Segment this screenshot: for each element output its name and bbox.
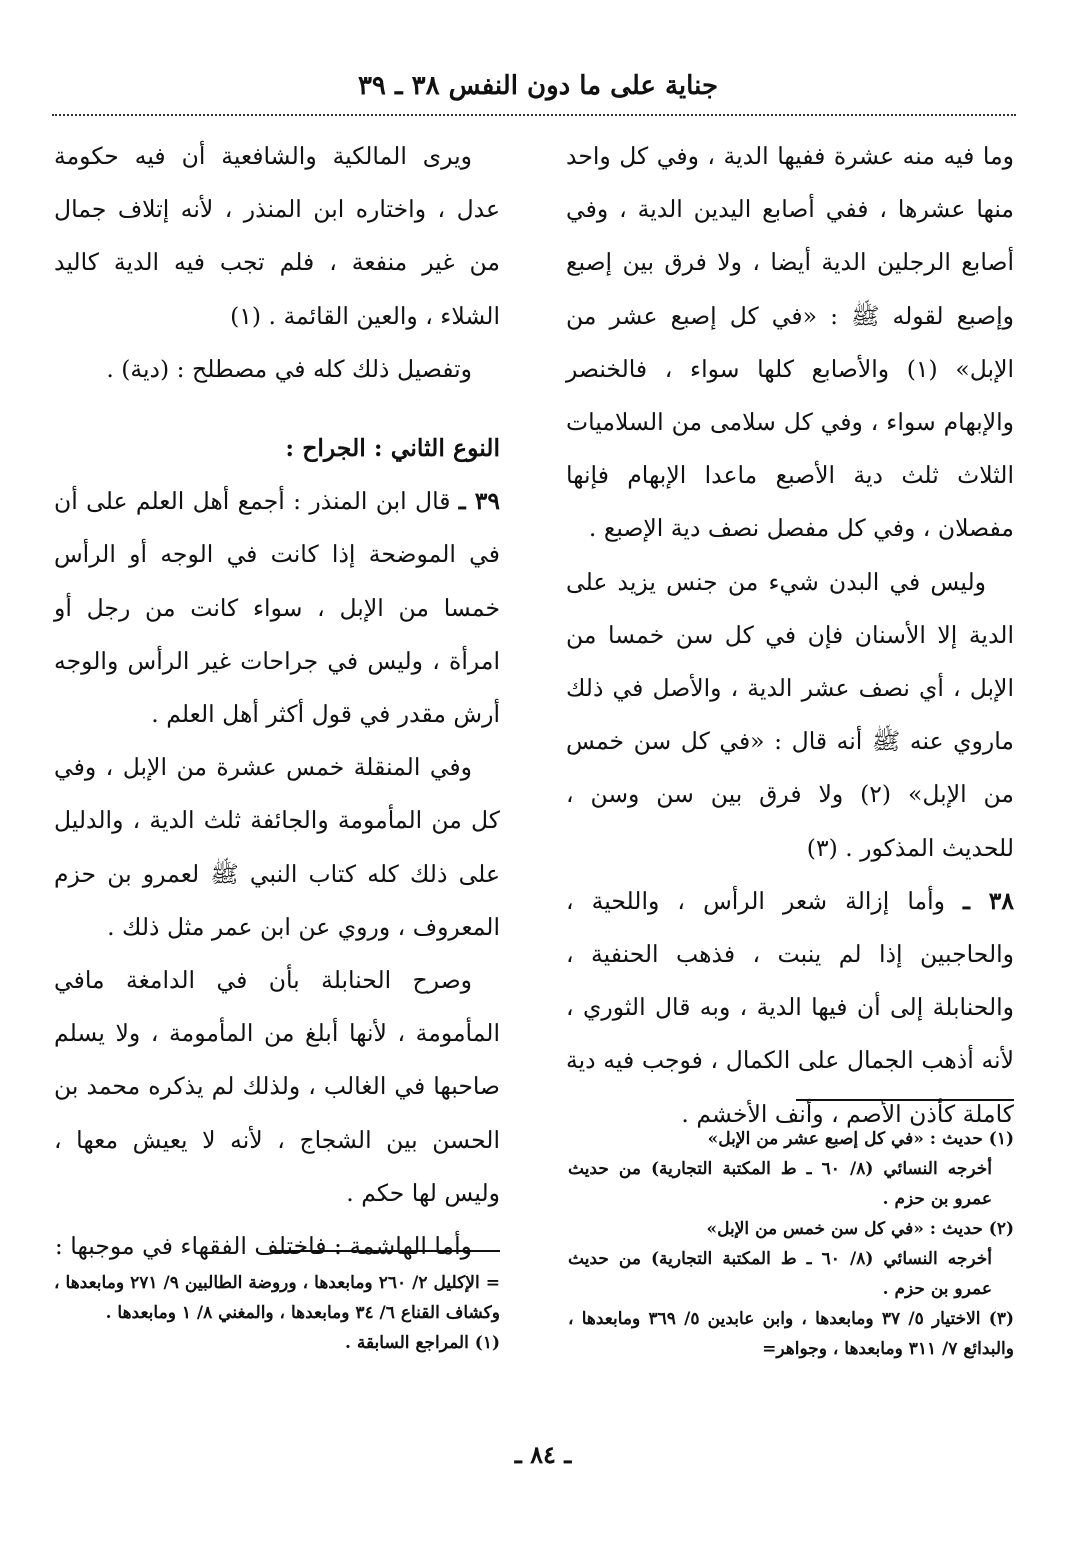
paragraph: وما فيه منه عشرة ففيها الدية ، وفي كل واحد منها عشرها ، ففي أصابع اليدين الدية ، وفي أصابع الرجلين الدية أيضا ، ولا فرق بين إصبع وإصبع لقوله ﷺ : «في كل إصبع عشر من الإبل» (١) والأصابع كلها سواء ، فالخنصر والإبهام سواء ، وفي كل سلامى من السلاميات الثلاث ثلث دية الأصبع ماعدا الإبهام فإنها مفصلان ، وفي كل مفصل نصف دية الإصبع . [566,142,1014,543]
paragraph: وتفصيل ذلك كله في مصطلح : (دية) . [106,354,472,383]
footnote-source: أخرجه النسائي (٨/ ٦٠ ـ ط المكتبة التجارية) من حديث عمرو بن حزم . [568,1249,992,1299]
footnote-separator-left [270,1250,500,1252]
footnote: (١) حديث : «في كل إصبع عشر من الإبل» [707,1129,1014,1149]
paragraph-number: ٣٩ ـ [458,487,500,516]
section-heading: النوع الثاني : الجراح : [285,434,500,463]
header-dotted-rule [52,114,1016,116]
footnote-source: أخرجه النسائي (٨/ ٦٠ ـ ط المكتبة التجارية) من حديث عمرو بن حزم . [568,1159,992,1209]
paragraph-text: وأما إزالة شعر الرأس ، واللحية ، والحاجبين إذا لم ينبت ، فذهب الحنفية ، والحنابلة إلى أن فيها الدية ، وبه قال الثوري ، لأنه أذهب الجمال على الكمال ، فوجب فيه دية كاملة كأذن الأصم ، وأنف الأخشم . [566,886,1014,1128]
footnote: (٣) الاختيار ٥/ ٣٧ ومابعدها ، وابن عابدين ٥/ ٣٦٩ ومابعدها ، والبدائع ٧/ ٣١١ ومابعدها ، وجواهر= [568,1309,1014,1359]
paragraph: وفي المنقلة خمس عشرة من الإبل ، وفي كل من المأمومة والجائفة ثلث الدية ، والدليل على ذلك كله كتاب النبي ﷺ لعمرو بن حزم المعروف ، وروي عن ابن عمر مثل ذلك . [54,753,500,941]
footnote: (٢) حديث : «في كل سن خمس من الإبل» [706,1219,1014,1239]
paragraph-text: قال ابن المنذر : أجمع أهل العلم على أن في الموضحة إذا كانت في الوجه أو الرأس خمسا من الإبل ، سواء كانت من رجل أو امرأة ، وليس في جراحات غير الرأس والوجه أرش مقدر في قول أكثر أهل العلم . [54,487,500,729]
paragraph-number: ٣٨ ـ [963,886,1014,915]
right-column [566,130,1014,1141]
paragraph: وصرح الحنابلة بأن في الدامغة مافي المأمومة ، لأنها أبلغ من المأمومة ، ولا يسلم صاحبها في الغالب ، ولذلك لم يذكره محمد بن الحسن بين الشجاج ، لأنه لا يعيش معها ، وليس لها حكم . [54,966,500,1207]
footnotes-left [54,1268,500,1358]
page-header-title: جناية على ما دون النفس ٣٨ ـ ٣٩ [357,71,719,101]
footnotes-right [568,1124,1014,1364]
footnote-continuation: = الإكليل ٢/ ٢٦٠ ومابعدها ، وروضة الطالبين ٩/ ٢٧١ ومابعدها ، وكشاف القناع ٦/ ٣٤ ومابعدها ، والمغني ٨/ ١ ومابعدها . [54,1273,500,1323]
paragraph-39 [54,475,500,741]
left-column [54,130,500,1273]
paragraph: وأما الهاشمة : فاختلف الفقهاء في موجبها : [54,1232,472,1261]
paragraph: وليس في البدن شيء من جنس يزيد على الدية إلا الأسنان فإن في كل سن خمسا من الإبل ، أي نصف عشر الدية ، والأصل في ذلك ماروي عنه ﷺ أنه قال : «في كل سن خمس من الإبل» (٢) ولا فرق بين سن وسن ، للحديث المذكور . (٣) [566,567,1014,862]
page-number: ـ ٨٤ ـ [514,1440,572,1469]
footnote: (١) المراجع السابقة . [345,1333,500,1353]
footnote-separator-right [796,1099,1014,1101]
paragraph: ويرى المالكية والشافعية أن فيه حكومة عدل ، واختاره ابن المنذر ، لأنه إتلاف جمال من غير منفعة ، فلم تجب فيه الدية كاليد الشلاء ، والعين القائمة . (١) [54,142,500,330]
